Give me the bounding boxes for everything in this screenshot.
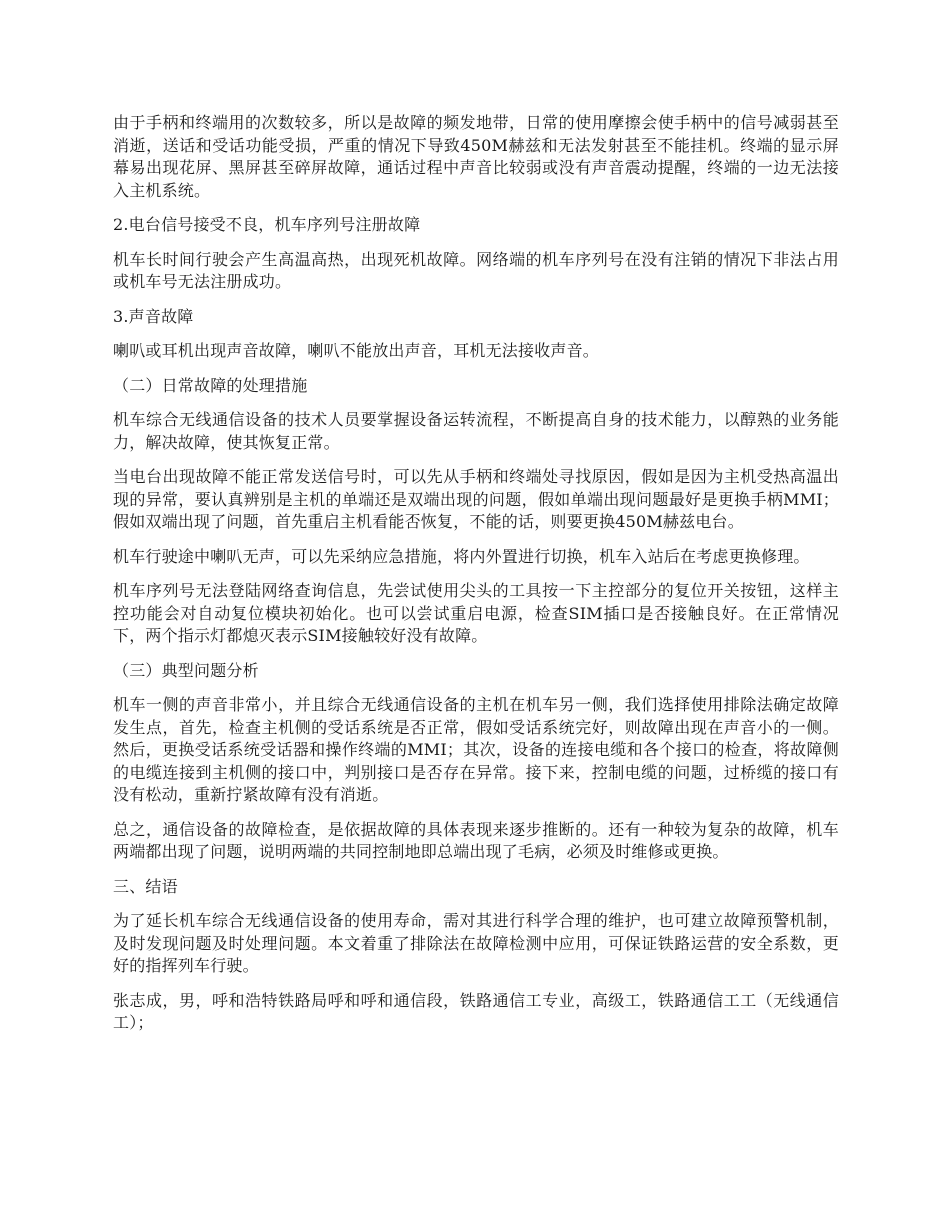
heading-typical-problem-analysis: （三）典型问题分析 [113, 660, 259, 680]
heading-conclusion: 三、结语 [113, 876, 178, 896]
paragraph-author-info: 张志成，男，呼和浩特铁路局呼和呼和通信段，铁路通信工专业，高级工，铁路通信工工（无线通信工）； [113, 990, 839, 1032]
paragraph-speaker-handling: 机车行驶途中喇叭无声，可以先采纳应急措施，将内外置进行切换，机车入站后在考虑更换修理。 [113, 546, 810, 566]
paragraph-technician-skills: 机车综合无线通信设备的技术人员要掌握设备运转流程，不断提高自身的技术能力，以醇熟的业务能力，解决故障，使其恢复正常。 [113, 410, 839, 452]
paragraph-radio-handling: 当电台出现故障不能正常发送信号时，可以先从手柄和终端处寻找原因，假如是因为主机受热高温出现的异常，要认真辨别是主机的单端还是双端出现的问题，假如单端出现问题最好是更换手柄MMI；假如双端出现了问题，首先重启主机看能否恢复，不能的话，则要更换450M赫兹电台。 [113, 467, 839, 531]
paragraph-summary: 总之，通信设备的故障检查，是依据故障的具体表现来逐步推断的。还有一种较为复杂的故障，机车两端都出现了问题，说明两端的共同控制地即总端出现了毛病，必须及时维修或更换。 [113, 819, 839, 861]
heading-daily-fault-handling: （二）日常故障的处理措施 [113, 375, 308, 395]
paragraph-conclusion: 为了延长机车综合无线通信设备的使用寿命，需对其进行科学合理的维护，也可建立故障预警机制，及时发现问题及时处理问题。本文着重了排除法在故障检测中应用，可保证铁路运营的安全系数，更好的指挥列车行驶。 [113, 911, 839, 975]
paragraph-radio-signal-fault: 机车长时间行驶会产生高温高热，出现死机故障。网络端的机车序列号在没有注销的情况下非法占用或机车号无法注册成功。 [113, 249, 839, 291]
paragraph-sound-fault: 喇叭或耳机出现声音故障，喇叭不能放出声音，耳机无法接收声音。 [113, 341, 600, 360]
paragraph-handset-terminal-faults: 由于手柄和终端用的次数较多，所以是故障的频发地带，日常的使用摩擦会使手柄中的信号减弱甚至消逝，送话和受话功能受损，严重的情况下导致450M赫兹和无法发射甚至不能挂机。终端的显示屏幕易出现花屏、黑屏甚至碎屏故障，通话过程中声音比较弱或没有声音震动提醒，终端的一边无法接入主机系统。 [113, 113, 839, 200]
paragraph-low-volume-analysis: 机车一侧的声音非常小，并且综合无线通信设备的主机在机车另一侧，我们选择使用排除法确定故障发生点，首先，检查主机侧的受话系统是否正常，假如受话系统完好，则故障出现在声音小的一侧。然后，更换受话系统受话器和操作终端的MMI；其次，设备的连接电缆和各个接口的检查，将故障侧的电缆连接到主机侧的接口中，判别接口是否存在异常。接下来，控制电缆的问题，过桥缆的接口有没有松动，重新拧紧故障有没有消逝。 [113, 695, 839, 804]
heading-radio-signal-fault: 2.电台信号接受不良，机车序列号注册故障 [113, 215, 421, 234]
heading-sound-fault: 3.声音故障 [113, 306, 194, 326]
paragraph-serial-number-handling: 机车序列号无法登陆网络查询信息，先尝试使用尖头的工具按一下主控部分的复位开关按钮，这样主控功能会对自动复位模块初始化。也可以尝试重启电源，检查SIM插口是否接触良好。在正常情况下，两个指示灯都熄灭表示SIM接触较好没有故障。 [113, 581, 839, 645]
document-body [113, 112, 839, 1047]
